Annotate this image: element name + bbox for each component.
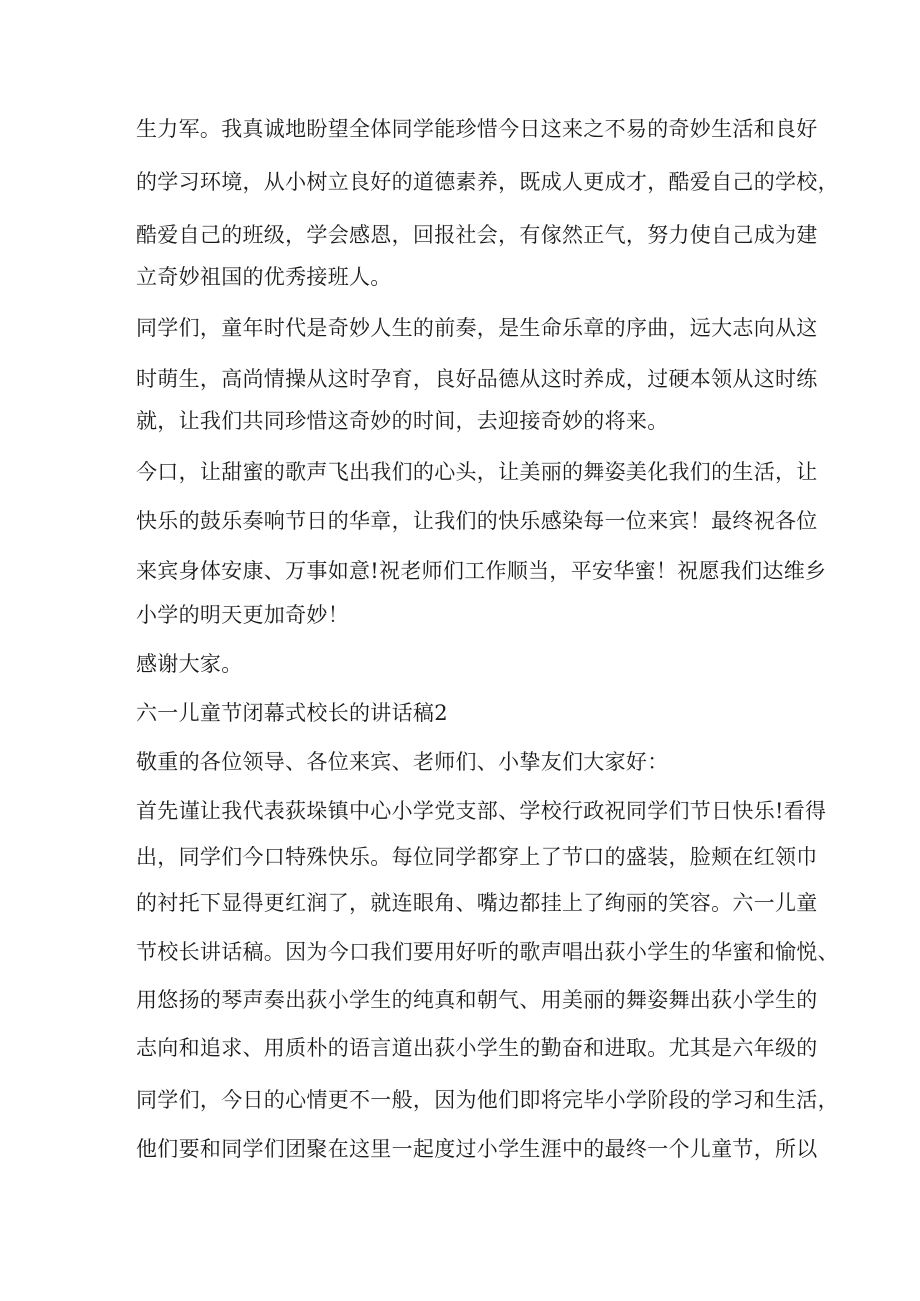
text-line: 志向和追求、用质朴的语言道出荻小学生的勤奋和进取。尤其是六年级的 [136, 1036, 818, 1060]
text-line: 同学们，今日的心情更不一般，因为他们即将完毕小学阶段的学习和生活， [136, 1088, 839, 1112]
text-line: 立奇妙祖国的优秀接班人。 [136, 265, 392, 289]
text-line: 生力军。我真诚地盼望全体同学能珍惜今日这来之不易的奇妙生活和良好 [136, 117, 818, 141]
text-line: 出，同学们今口特殊快乐。每位同学都穿上了节口的盛装，脸颊在红领巾 [136, 845, 818, 869]
text-line: 来宾身体安康、万事如意!祝老师们工作顺当，平安华蜜！祝愿我们达维乡 [136, 559, 827, 583]
text-line: 今口，让甜蜜的歌声飞出我们的心头，让美丽的舞姿美化我们的生活，让 [136, 460, 818, 484]
text-line: 他们要和同学们团聚在这里一起度过小学生涯中的最终一个儿童节，所以 [136, 1137, 818, 1161]
text-line: 敬重的各位领导、各位来宾、老师们、小挚友们大家好： [136, 750, 669, 774]
text-line: 酷爱自己的班级，学会感恩，回报社会，有傢然正气，努力使自己成为建 [136, 223, 818, 247]
text-line: 快乐的鼓乐奏响节日的华章，让我们的快乐感染每一位来宾！最终祝各位 [136, 509, 818, 533]
text-line: 的学习环境，从小树立良好的道德素养，既成人更成才，酷爱自己的学校， [136, 170, 839, 194]
text-line: 同学们，童年时代是奇妙人生的前奏，是生命乐章的序曲，远大志向从这 [136, 316, 818, 340]
text-line: 节校长讲话稿。因为今口我们要用好听的歌声唱出荻小学生的华蜜和愉悦、 [136, 940, 839, 964]
section-heading: 六一儿童节闭幕式校长的讲话稿2 [136, 701, 448, 725]
text-line: 就，让我们共同珍惜这奇妙的时间，去迎接奇妙的将来。 [136, 409, 669, 433]
text-line: 用悠扬的琴声奏出荻小学生的纯真和朝气、用美丽的舞姿舞出荻小学生的 [136, 988, 818, 1012]
text-line: 小学的明天更加奇妙！ [136, 603, 349, 627]
text-line: 的衬托下显得更红润了，就连眼角、嘴边都挂上了绚丽的笑容。六一儿童 [136, 891, 818, 915]
text-line: 时萌生，高尚情操从这时孕育，良好品德从这时养成，过硬本领从这时练 [136, 367, 818, 391]
text-line: 感谢大家。 [136, 652, 243, 676]
text-line: 首先谨让我代表荻垛镇中心小学党支部、学校行政祝同学们节日快乐!看得 [136, 799, 827, 823]
